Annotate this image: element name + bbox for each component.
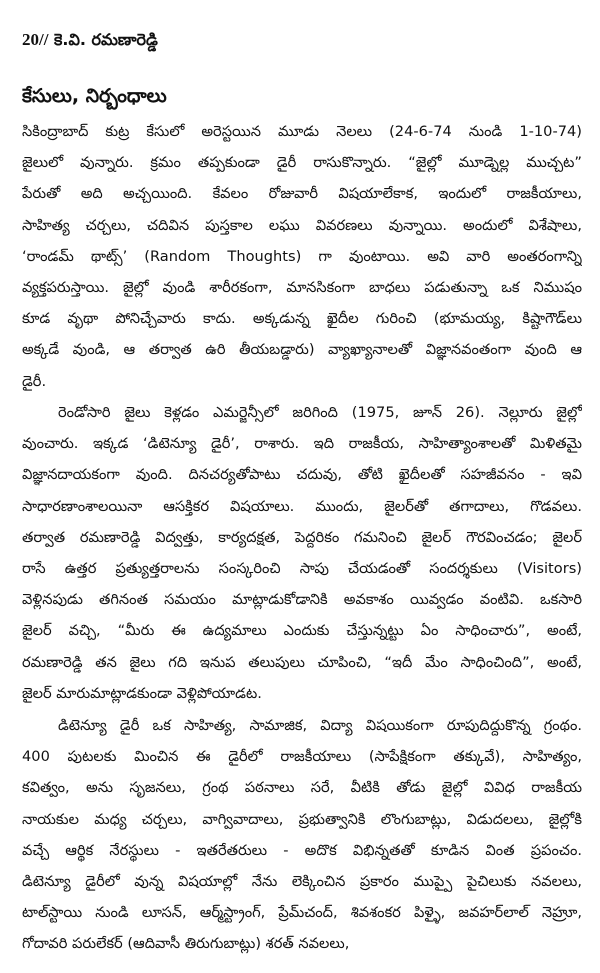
text-line: సికింద్రాబాద్ కుట్ర కేసులో అరెస్టయిన మూడు నెలలు (24-6-74 నుండి 1-10-74) (22, 123, 582, 140)
text-line: కవిత్వం, అను సృజనలు, గ్రంథ పఠనాలు సరే, వీటికి తోడు జైల్లో వివిధ రాజకీయ (22, 779, 582, 797)
text-line: రాసే ఉత్తర ప్రత్యుత్తరాలను సంస్కరించి సాపు చేయడంతో సందర్శకులు (Visitors) (22, 559, 582, 577)
text-line: వ్యక్తపరుస్తాయి. జైల్లో వుండి శారీరకంగా, మానసికంగా బాధలు పడుతున్నా ఒక నిముషం (22, 278, 582, 296)
text-line: పేరుతో అది అచ్చయింది. కేవలం రోజువారీ విషయాలేకాక, ఇందులో రాజకీయాలు, (22, 185, 582, 203)
text-line: ‘రాండమ్ థాట్స్’ (Random Thoughts) గా వుంటాయి. అవి వారి అంతరంగాన్ని (22, 247, 582, 265)
paragraph-3 (22, 710, 582, 960)
header-author: కె.వి. రమణారెడ్డి (54, 30, 158, 49)
page-number: 20 (22, 30, 39, 49)
text-line: తర్వాత రమణారెడ్డి విద్వత్తు, కార్యదక్షత, పెద్దరికం గమనించి జైలర్ గౌరవించడం; జైలర్ (22, 528, 582, 546)
text-line: అక్కడే వుండి, ఆ తర్వాత ఉరి తీయబడ్డారు) వ్యాఖ్యానాలతో విజ్ఞానవంతంగా వుంది ఆ (22, 341, 582, 359)
text-line: విజ్ఞానదాయకంగా వుంది. దినచర్యతోపాటు చదువు, తోటి ఖైదీలతో సహజీవనం - ఇవి (22, 466, 582, 484)
text-line: రెండోసారి జైలు కెళ్లడం ఎమర్జెన్సీలో జరిగింది (1975, జూన్ 26). నెల్లూరు జైల్లో (58, 404, 582, 421)
text-line: వచ్చే ఆర్థిక నేరస్థులు - ఇతరేతరులు - అదొక విభిన్నతతో కూడిన వింత ప్రపంచం. (22, 841, 582, 859)
text-line: గోదావరి పరులేకర్ (ఆదివాసీ తిరుగుబాట్లు) శరత్ నవలలు, (22, 935, 350, 953)
text-line: సాధారణాంశాలయినా ఆసక్తికర విషయాలు. ముందు, జైలర్‌తో తగాదాలు, గొడవలు. (22, 497, 582, 515)
text-line: కూడ వృథా పోనిచ్చేవారు కాదు. అక్కడున్న ఖైదీల గురించి (భూమయ్య, కిష్టాగౌడ్‌లు (22, 310, 582, 328)
text-line: డిటెన్యూ డైరీలో వున్న విషయాల్లో నేను లెక్కించిన ప్రకారం ముప్పై పైచిలుకు నవలలు, (22, 872, 582, 890)
text-line: నాయకుల మధ్య చర్చలు, వాగ్వివాదాలు, ప్రభుత్వానికి లొంగుబాట్లు, విడుదలలు, జైల్లోకి (22, 810, 582, 828)
text-line: సాహిత్య చర్చలు, చదివిన పుస్తకాల లఘు వివరణలు వున్నాయి. అందులో విశేషాలు, (22, 216, 582, 234)
section-title: కేసులు, నిర్బంధాలు (22, 85, 167, 107)
text-line: 400 పుటలకు మించిన ఈ డైరీలో రాజకీయాలు (సాపేక్షికంగా తక్కువే), సాహిత్యం, (22, 748, 582, 766)
paragraph-1 (22, 116, 582, 397)
paragraph-2 (22, 397, 582, 709)
text-line: రమణారెడ్డి తన జైలు గది ఇనుప తలుపులు చూపించి, “ఇదీ మేం సాధించింది”, అంటే, (22, 653, 582, 671)
running-header (22, 30, 158, 53)
text-line: వుంచారు. ఇక్కడ ‘డిటెన్యూ డైరీ’, రాశారు. ఇది రాజకీయ, సాహిత్యాంశాలతో మిళితమై (22, 435, 582, 453)
text-line: డైరీ. (22, 372, 47, 390)
text-line: వెళ్లినపుడు తగినంత సమయం మాట్లాడుకోడానికి అవకాశం యివ్వడం వంటివి. ఒకసారి (22, 591, 582, 609)
text-line: జైలులో వున్నారు. క్రమం తప్పకుండా డైరీ రాసుకొన్నారు. “జైల్లో మూడ్నెల్ల ముచ్చట” (22, 154, 582, 172)
text-line: టాల్‌స్టాయి నుండి లూసన్, ఆర్మ్‌స్ట్రాంగ్, ప్రేమ్‌చంద్, శివశంకర పిళ్ళై, జవహర్‌లాల్ నెహ్రూ, (22, 904, 582, 922)
text-line: డిటెన్యూ డైరీ ఒక సాహిత్య, సామాజిక, విద్యా విషయికంగా రూపుదిద్దుకొన్న గ్రంథం. (58, 717, 582, 734)
text-line: జైలర్ మారుమాట్లాడకుండా వెళ్లిపోయాడట. (22, 684, 262, 702)
header-separator: // (39, 30, 49, 49)
text-line: జైలర్ వచ్చి, “మీరు ఈ ఉద్యమాలు ఎందుకు చేస్తున్నట్టు ఏం సాధించారు”, అంటే, (22, 622, 582, 640)
